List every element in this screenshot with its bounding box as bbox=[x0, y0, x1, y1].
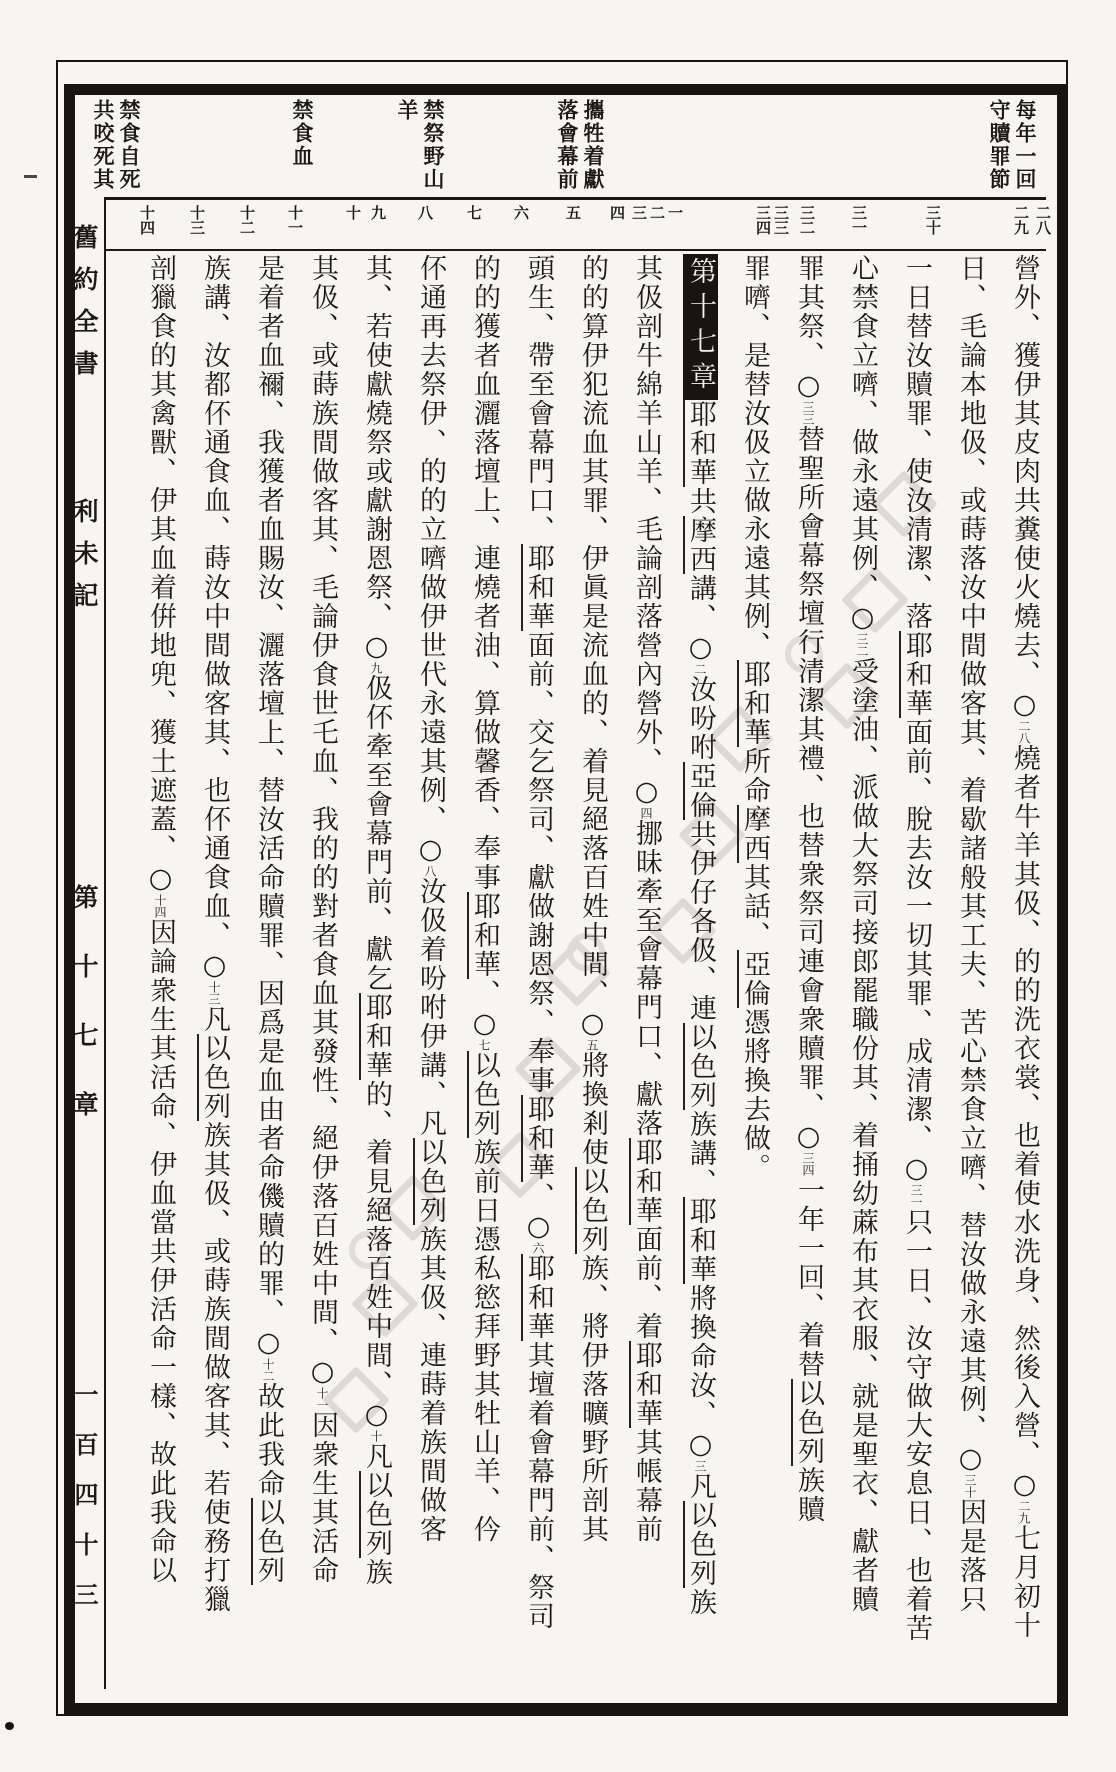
verse-number-四: 四 bbox=[608, 205, 626, 220]
text-column-14: 其伋、或蒔族間做客其、毛論伊食世乇血、我的的對者食血其發性、絕伊落百姓中間、○十一因衆生其活命 bbox=[307, 254, 338, 1585]
proper-name: 亞倫 bbox=[685, 762, 716, 820]
verse-marker-四: ○四 bbox=[631, 776, 662, 819]
scan-dot-artifact bbox=[5, 1722, 14, 1730]
proper-name: 以色列 bbox=[415, 1138, 446, 1225]
margin-note-1 bbox=[988, 99, 1037, 199]
scan-dash-artifact bbox=[24, 175, 37, 178]
margin-note-column: 羊 bbox=[395, 99, 420, 122]
verse-marker-三十: ○三十 bbox=[955, 1443, 986, 1498]
margin-note-3 bbox=[396, 99, 445, 199]
verse-number-一: 一 bbox=[666, 205, 684, 220]
proper-name: 以色列 bbox=[685, 1023, 716, 1110]
proper-name: 耶和華 bbox=[469, 892, 500, 979]
section-title: 利未記 bbox=[70, 498, 99, 624]
proper-name: 摩西 bbox=[685, 516, 716, 574]
proper-name: 耶和華 bbox=[901, 631, 932, 718]
text-column-16: 族講、汝都伓通食血、蒔汝中間做客其、也伓通食血、○十三凡以色列族其伋、或蒔族間做客其、若使務打獵 bbox=[199, 254, 230, 1614]
margin-note-column: 攜牲着獻 bbox=[581, 99, 606, 191]
verse-number-六: 六 bbox=[512, 205, 530, 220]
verse-marker-二九: ○二九 bbox=[1009, 1469, 1040, 1524]
chapter-heading-inverted: 第十七章 bbox=[683, 254, 718, 400]
text-column-2: 日、毛論本地伋、或蒔落汝中間做客其、着歇諸般其工夫、苦心禁食立嚌、替汝做永遠其例、○三十因是落只 bbox=[955, 254, 986, 1614]
margin-note-5 bbox=[92, 99, 141, 199]
rule-under-verse-strip bbox=[104, 249, 1046, 251]
rule-title-strip bbox=[104, 197, 106, 1689]
verse-number-十二: 十二 bbox=[238, 205, 256, 235]
verse-number-十三: 十三 bbox=[188, 205, 206, 235]
verse-marker-三三: ○三三 bbox=[793, 370, 824, 425]
margin-note-column: 禁食血 bbox=[290, 99, 315, 168]
margin-note-column: 共咬死其 bbox=[91, 99, 116, 191]
margin-note-2 bbox=[556, 99, 605, 199]
verse-marker-十一: ○十一 bbox=[307, 1356, 338, 1411]
text-column-1: 營外、獲伊其皮肉共糞使火燒去、○二八燒者牛羊其伋、的的洗衣裳、也着使水洗身、然後入營、○二九七月初十 bbox=[1009, 254, 1040, 1640]
text-column-10: 頭生、帶至會幕門口、耶和華面前、交乞祭司、獻做謝恩祭、奉事耶和華、○六耶和華其壇着會幕門前、祭司 bbox=[523, 254, 554, 1631]
verse-number-三: 三 bbox=[630, 205, 648, 220]
text-column-3: 一日替汝贖罪、使汝清潔、落耶和華面前、脫去汝一切其罪、成清潔、○三一只一日、汝守做大安息日、也着苦 bbox=[901, 254, 932, 1643]
verse-marker-二: ○二 bbox=[685, 632, 716, 675]
proper-name: 耶和華 bbox=[739, 660, 770, 747]
proper-name: 耶和華 bbox=[631, 1341, 662, 1428]
verse-marker-六: ○六 bbox=[523, 1211, 554, 1254]
verse-number-三二: 三二 bbox=[798, 205, 816, 235]
verse-marker-十二: ○十二 bbox=[253, 1327, 284, 1382]
margin-note-4 bbox=[291, 99, 314, 199]
margin-note-column: 守贖罪節 bbox=[987, 99, 1012, 191]
verse-marker-三四: ○三四 bbox=[793, 1121, 824, 1176]
verse-number-十一: 十一 bbox=[286, 205, 304, 235]
verse-number-十: 十 bbox=[344, 205, 362, 220]
proper-name: 耶和華 bbox=[631, 1138, 662, 1225]
verse-marker-五: ○五 bbox=[577, 1008, 608, 1051]
verse-number-七: 七 bbox=[465, 205, 483, 220]
proper-name: 耶和華 bbox=[523, 1254, 554, 1341]
verse-marker-八: ○八 bbox=[415, 834, 446, 877]
text-column-17: 剖獵食的其禽獸、伊其血着倂地兜、獲土遮蓋、○十四因論衆生其活命、伊血當共伊活命一樣、故此我命以 bbox=[145, 254, 176, 1585]
text-column-4: 心禁食立嚌、做永遠其例、○三二受塗油、派做大祭司接郎罷職份其、着捅幼蔴布其衣服、就是聖衣、獻者贖 bbox=[847, 254, 878, 1614]
proper-name: 以色列 bbox=[577, 1167, 608, 1254]
verse-marker-二八: ○二八 bbox=[1009, 689, 1040, 744]
proper-name: 耶和華 bbox=[523, 544, 554, 631]
text-column-5: 罪其祭、○三三替聖所會幕祭壇行清潔其禮、也替衆祭司連會衆贖罪、○三四一年一回、着替以色列族贖 bbox=[793, 254, 824, 1524]
text-column-13: 其、若使獻燒祭或獻謝恩祭、○九伋伓牽至會幕門前、獻乞耶和華的、着見絕落百姓中間、○十凡以色列族 bbox=[361, 254, 392, 1587]
proper-name: 以色列 bbox=[793, 1379, 824, 1466]
page-number: 一百四十三 bbox=[70, 1382, 99, 1632]
verse-number-九: 九 bbox=[369, 205, 387, 220]
book-title: 舊約全書 bbox=[70, 224, 99, 392]
margin-note-column: 禁食自死 bbox=[117, 99, 142, 191]
proper-name: 以色列 bbox=[469, 1051, 500, 1138]
verse-number-二八: 二八 bbox=[1034, 205, 1052, 235]
verse-marker-十四: ○十四 bbox=[145, 863, 176, 918]
verse-marker-九: ○九 bbox=[361, 631, 392, 674]
proper-name: 耶和華 bbox=[685, 400, 716, 487]
proper-name: 摩西 bbox=[739, 805, 770, 863]
text-column-8: 其伋剖牛綿羊山羊、毛論剖落營內營外、○四挪昧牽至會幕門口、獻落耶和華面前、着耶和華其帳幕前 bbox=[631, 254, 662, 1544]
proper-name: 耶和華 bbox=[685, 1197, 716, 1284]
verse-number-三一: 三一 bbox=[850, 205, 868, 235]
verse-number-二九: 二九 bbox=[1012, 205, 1030, 235]
verse-marker-三: ○三 bbox=[685, 1429, 716, 1472]
verse-marker-十三: ○十三 bbox=[199, 950, 230, 1005]
proper-name: 耶和華 bbox=[523, 1095, 554, 1182]
chapter-label: 第十七章 bbox=[70, 884, 99, 1160]
margin-note-column: 落會幕前 bbox=[555, 99, 580, 191]
text-column-11: 的的獲者血灑落壇上、連燒者油、算做馨香、奉事耶和華、○七以色列族前日憑私慾拜野其牡山羊、仱 bbox=[469, 254, 500, 1544]
verse-marker-十: ○十 bbox=[361, 1399, 392, 1442]
verse-marker-三一: ○三一 bbox=[901, 1153, 932, 1208]
verse-number-五: 五 bbox=[564, 205, 582, 220]
text-column-15: 是着者血禰、我獲者血賜汝、灑落壇上、替汝活命贖罪、因爲是血由者命僟贖的罪、○十二故此我命以色列 bbox=[253, 254, 284, 1585]
margin-note-column: 每年一回 bbox=[1013, 99, 1038, 191]
proper-name: 耶和華 bbox=[361, 993, 392, 1080]
proper-name: 以色列 bbox=[199, 1034, 230, 1121]
verse-number-二: 二 bbox=[648, 205, 666, 220]
proper-name: 以色列 bbox=[361, 1471, 392, 1558]
verse-number-十四: 十四 bbox=[138, 205, 156, 235]
proper-name: 以色列 bbox=[253, 1498, 284, 1585]
verse-number-三四: 三四 bbox=[754, 205, 772, 235]
text-column-12: 伓通再去祭伊、的的立嚌做伊世代永遠其例、○八汝伋着吩咐伊講、凡以色列族其伋、連蒔着族間做客 bbox=[415, 254, 446, 1544]
margin-note-column: 禁祭野山 bbox=[421, 99, 446, 191]
proper-name: 以色列 bbox=[685, 1501, 716, 1588]
verse-number-三三: 三三 bbox=[772, 205, 790, 235]
verse-marker-七: ○七 bbox=[469, 1008, 500, 1051]
text-column-9: 的的算伊犯流血其罪、伊眞是流血的、着見絕落百姓中間、○五將換剎使以色列族、將伊落曠野所剖其 bbox=[577, 254, 608, 1544]
text-column-7: 第十七章耶和華共摩西講、○二汝吩咐亞倫共伊仔各伋、連以色列族講、耶和華將換命汝、○三凡以色列族 bbox=[681, 254, 719, 1690]
verse-number-三十: 三十 bbox=[924, 205, 942, 235]
verse-marker-三二: ○三二 bbox=[847, 602, 878, 657]
verse-number-八: 八 bbox=[416, 205, 434, 220]
text-column-6: 罪嚌、是替汝伋立做永遠其例、耶和華所命摩西其話、亞倫憑將換去做。 bbox=[739, 254, 770, 1182]
proper-name: 亞倫 bbox=[739, 950, 770, 1008]
